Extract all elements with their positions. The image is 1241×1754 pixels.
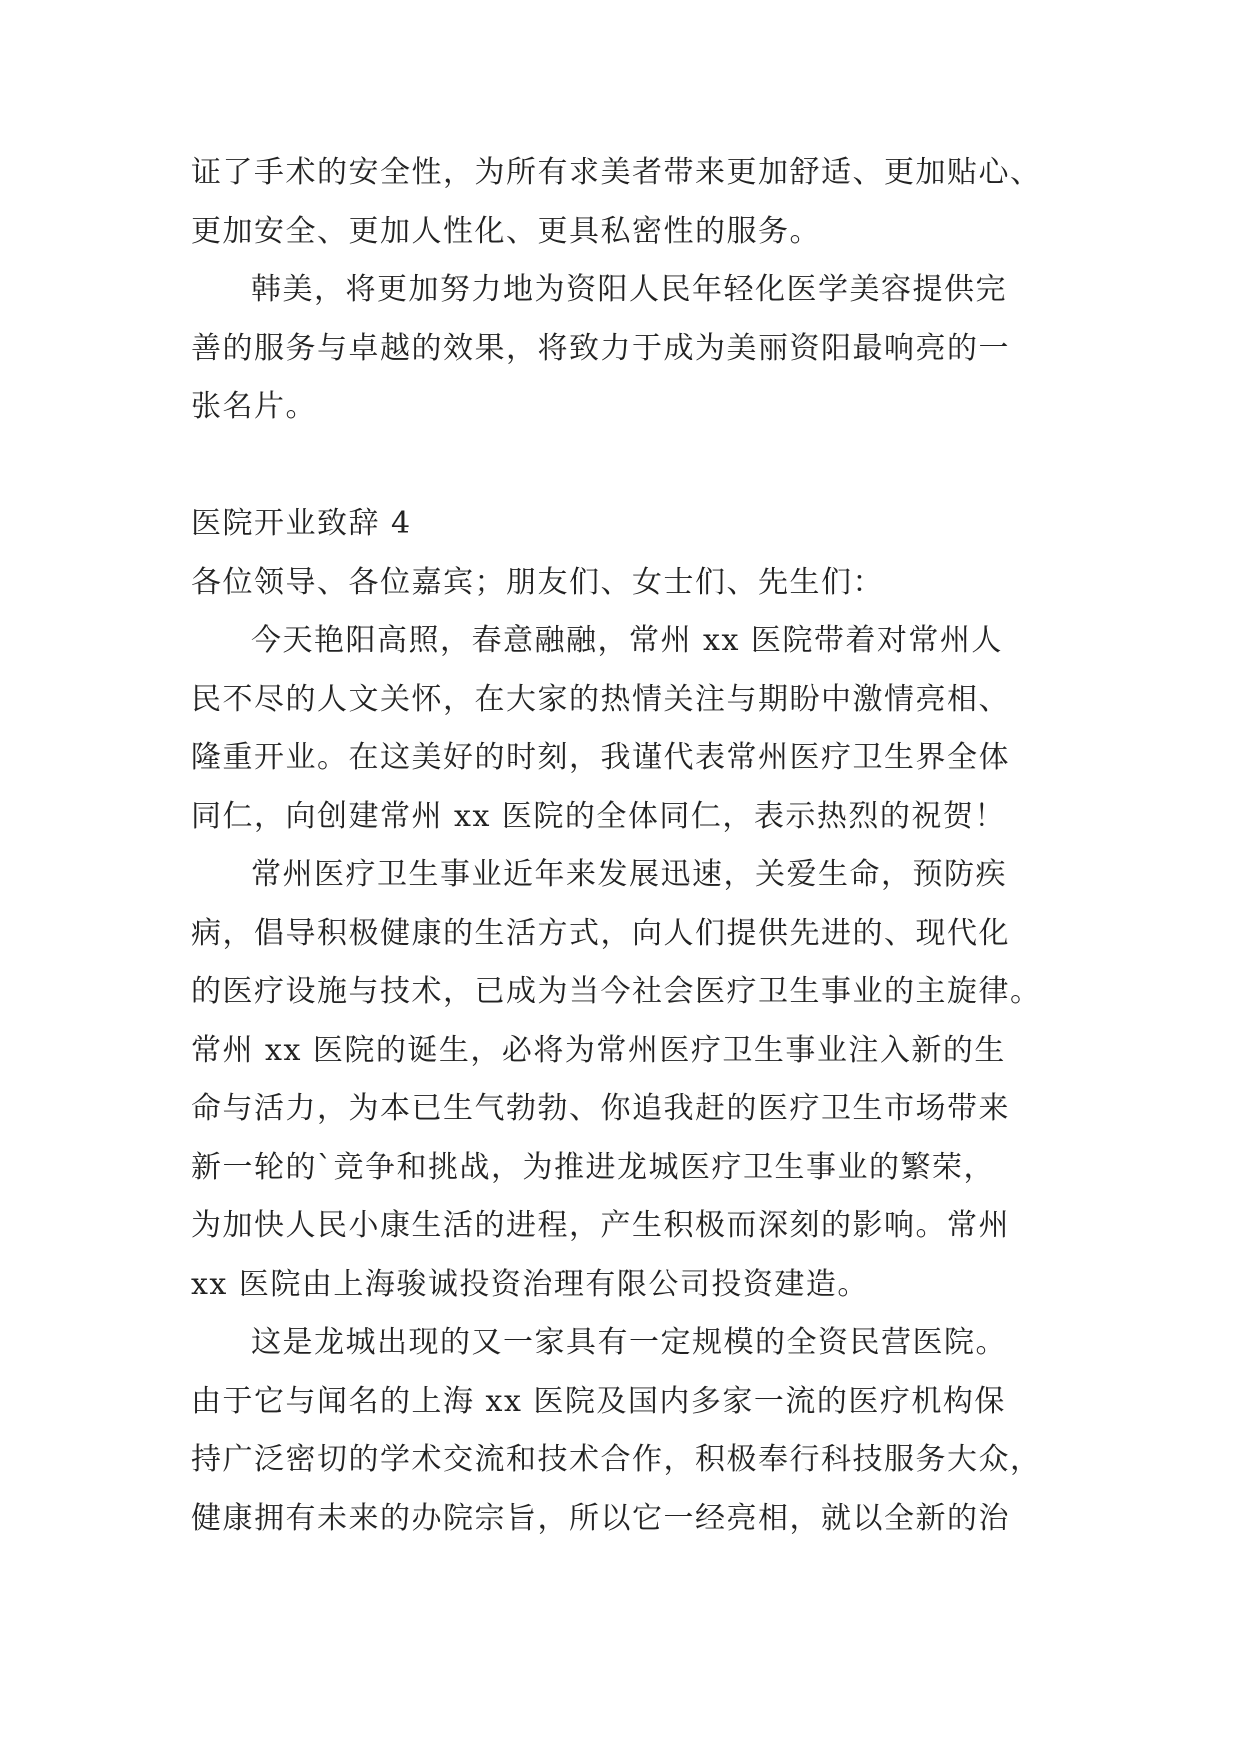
paragraph-a-line-4: 同仁，向创建常州 xx 医院的全体同仁，表示热烈的祝贺！ xyxy=(191,799,1006,834)
paragraph-b-line-8: xx 医院由上海骏诚投资治理有限公司投资建造。 xyxy=(191,1267,869,1302)
paragraph-b-line-5: 命与活力，为本已生气勃勃、你追我赶的医疗卫生市场带来 xyxy=(191,1091,1010,1126)
paragraph-1-line-2: 更加安全、更加人性化、更具私密性的服务。 xyxy=(191,214,821,249)
paragraph-c-line-4: 健康拥有未来的办院宗旨，所以它一经亮相，就以全新的治 xyxy=(191,1501,1010,1536)
paragraph-2-line-2: 善的服务与卓越的效果，将致力于成为美丽资阳最响亮的一 xyxy=(191,331,1010,366)
paragraph-b-line-4: 常州 xx 医院的诞生，必将为常州医疗卫生事业注入新的生 xyxy=(191,1033,1006,1068)
paragraph-b-line-1: 常州医疗卫生事业近年来发展迅速，关爱生命，预防疾 xyxy=(251,857,1007,892)
paragraph-2-line-3: 张名片。 xyxy=(191,389,317,424)
paragraph-c-line-2: 由于它与闻名的上海 xx 医院及国内多家一流的医疗机构保 xyxy=(191,1384,1006,1419)
paragraph-2-line-1: 韩美，将更加努力地为资阳人民年轻化医学美容提供完 xyxy=(251,272,1007,307)
paragraph-a-line-2: 民不尽的人文关怀，在大家的热情关注与期盼中激情亮相、 xyxy=(191,682,1010,717)
salutation: 各位领导、各位嘉宾；朋友们、女士们、先生们： xyxy=(191,565,884,600)
paragraph-b-line-6: 新一轮的`竞争和挑战，为推进龙城医疗卫生事业的繁荣， xyxy=(191,1150,995,1185)
paragraph-b-line-2: 病，倡导积极健康的生活方式，向人们提供先进的、现代化 xyxy=(191,916,1010,951)
paragraph-a-line-1: 今天艳阳高照，春意融融，常州 xx 医院带着对常州人 xyxy=(251,623,1003,658)
paragraph-b-line-3: 的医疗设施与技术，已成为当今社会医疗卫生事业的主旋律。 xyxy=(191,974,1042,1009)
paragraph-c-line-1: 这是龙城出现的又一家具有一定规模的全资民营医院。 xyxy=(251,1325,1007,1360)
section-title: 医院开业致辞 4 xyxy=(191,506,412,541)
paragraph-1-line-1: 证了手术的安全性，为所有求美者带来更加舒适、更加贴心、 xyxy=(191,155,1042,190)
paragraph-c-line-3: 持广泛密切的学术交流和技术合作，积极奉行科技服务大众， xyxy=(191,1442,1042,1477)
paragraph-a-line-3: 隆重开业。在这美好的时刻，我谨代表常州医疗卫生界全体 xyxy=(191,740,1010,775)
paragraph-b-line-7: 为加快人民小康生活的进程，产生积极而深刻的影响。常州 xyxy=(191,1208,1010,1243)
